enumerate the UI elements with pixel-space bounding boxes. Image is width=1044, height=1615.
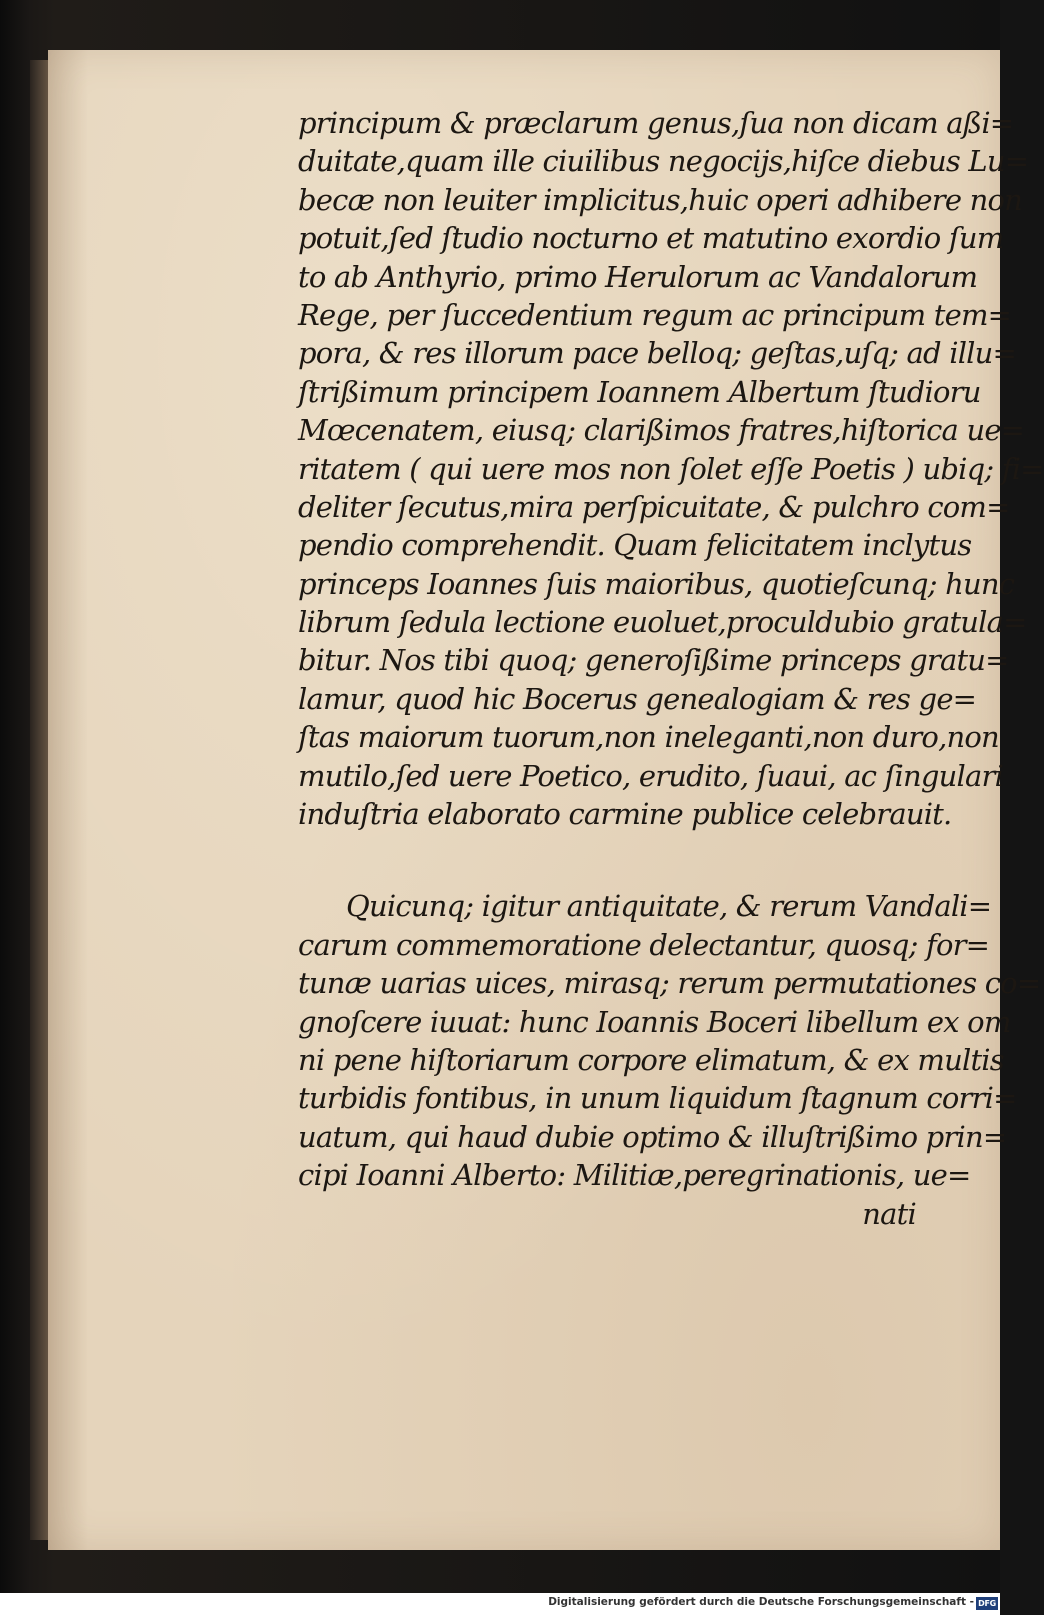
text-line: becæ non leuiter implicitus,huic operi adhibere non (298, 182, 1023, 217)
paragraph-2 (298, 887, 1041, 1194)
text-line: cipi Ioanni Alberto: Militiæ,peregrinationis, ue= (298, 1158, 971, 1193)
text-line: librum ſedula lectione euoluet,proculdubio gratula= (298, 605, 1027, 640)
text-line: bitur. Nos tibi quoq; generoſißime princeps gratu= (298, 643, 1009, 678)
text-line: ſtas maiorum tuorum,non ineleganti,non duro,non (298, 720, 999, 755)
book-spine-edge (30, 60, 50, 1540)
text-line: Quicunq; igitur antiquitate, & rerum Vandali= (346, 889, 992, 924)
paragraph-gap (298, 833, 946, 887)
text-line: pendio comprehendit. Quam felicitatem inclytus (298, 528, 972, 563)
text-line: to ab Anthyrio, primo Herulorum ac Vandalorum (298, 259, 978, 294)
text-line: mutilo,ſed uere Poetico, erudito, ſuaui, ac ſingulari (298, 758, 1004, 793)
text-line: ritatem ( qui uere mos non ſolet eſſe Poetis ) ubiq; fi= (298, 451, 1044, 486)
text-line: induſtria elaborato carmine publice celebrauit. (298, 797, 952, 832)
dfg-logo: DFG (976, 1597, 998, 1610)
text-line: ni pene hiſtoriarum corpore elimatum, & ex multis (298, 1042, 1004, 1077)
catchword: nati (862, 1196, 916, 1231)
footer-credit-text: Digitalisierung gefördert durch die Deutsche Forschungsgemeinschaft - (548, 1596, 974, 1608)
text-line: pora, & res illorum pace belloq; geſtas,uſq; ad illu= (298, 336, 1017, 371)
text-line: tunæ uarias uices, mirasq; rerum permutationes co= (298, 966, 1041, 1001)
text-line: duitate,quam ille ciuilibus negocijs,hiſce diebus Lu= (298, 144, 1029, 179)
text-line: turbidis fontibus, in unum liquidum ſtagnum corri= (298, 1081, 1017, 1116)
text-line: principum & præclarum genus,ſua non dicam aßi= (298, 106, 1014, 140)
text-line: Mœcenatem, eiusq; clarißimos fratres,hiſtorica ue= (298, 413, 1025, 448)
text-line: princeps Ioannes ſuis maioribus, quotieſcunq; hunc (298, 566, 1015, 601)
text-line: uatum, qui haud dubie optimo & illuſtrißimo prin= (298, 1119, 1007, 1154)
page-text-block (298, 104, 1044, 1233)
text-line: deliter ſecutus,mira perſpicuitate, & pulchro com= (298, 489, 1010, 524)
text-line: Rege, per ſuccedentium regum ac principum tem= (298, 297, 1012, 332)
footer-bar (0, 1593, 1000, 1615)
paragraph-1 (298, 104, 1044, 833)
text-line: carum commemoratione delectantur, quosq; for= (298, 927, 990, 962)
text-line: lamur, quod hic Bocerus genealogiam & res ge= (298, 681, 977, 716)
text-line: gnoſcere iuuat: hunc Ioannis Boceri libellum ex om (298, 1004, 1011, 1039)
text-line: potuit,ſed ſtudio nocturno et matutino exordio ſum (298, 221, 1004, 256)
text-line: ſtrißimum principem Ioannem Albertum ſtudioru (298, 374, 981, 409)
